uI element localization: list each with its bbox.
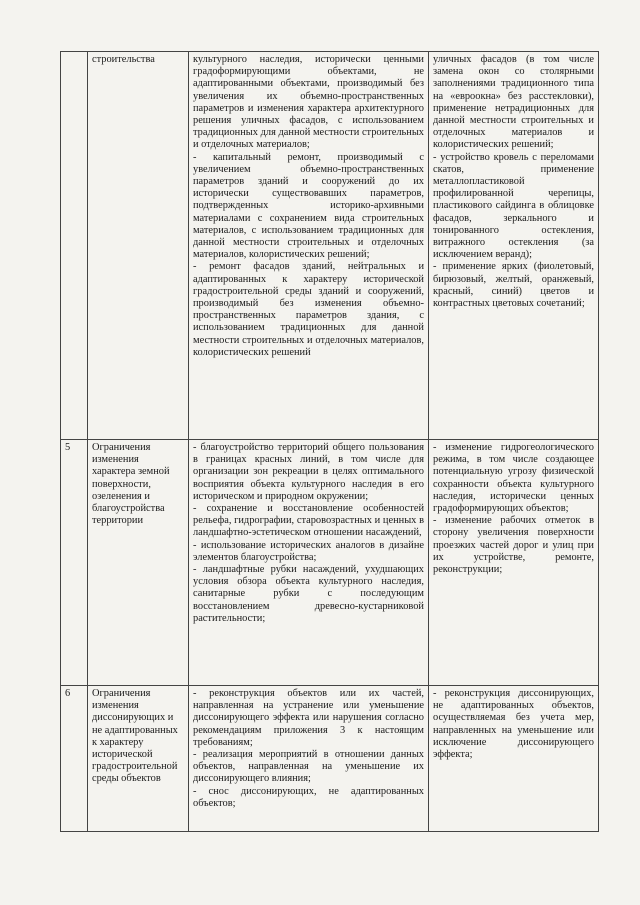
prohibited-item: - реконструкция диссонирующих, не адаптированных объектов, осуществляемая без учета мер, направленных на уменьшение или исключение диссонирующего эффекта; [433, 688, 594, 761]
allowed-item: - реконструкция объектов или их частей, направленная на устранение или уменьшение диссонирующего эффекта или нарушения согласно рекомендациям приложения 3 к настоящим требованиям; [193, 688, 424, 748]
prohibited-item: - применение ярких (фиолетовый, бирюзовый, желтый, оранжевый, красный, синий) цветов и контрастных цветовых сочетаний; [433, 261, 594, 310]
prohibited-item: - изменение гидрогеологического режима, в том числе создающее потенциальную угрозу физической сохранности объекта культурного наследия, исторически ценных градоформирующих объектов; [433, 442, 594, 515]
row-title: строительства [88, 52, 189, 440]
row-number: 5 [61, 440, 88, 686]
prohibited-cell [429, 52, 599, 440]
allowed-cell [189, 52, 429, 440]
table-row [61, 686, 599, 832]
row-title: Ограничения изменения диссонирующих и не адаптированных к характеру исторической градостроительной среды объектов [88, 686, 189, 832]
regulations-table [60, 51, 599, 832]
prohibited-item: - устройство кровель с переломами скатов, применение металлопластиковой профилированной черепицы, пластикового сайдинга в облицовке фасадов, зеркального и тонированного остекления, витражного остекления (за исключением веранд); [433, 151, 594, 261]
allowed-item: - сохранение и восстановление особенностей рельефа, гидрографии, старовозрастных и ценных в ландшафтно-эстетическом отношении насаждений, [193, 503, 424, 539]
table-row [61, 440, 599, 686]
prohibited-cell [429, 686, 599, 832]
allowed-item: - ремонт фасадов зданий, нейтральных и адаптированных к характеру исторической градостроительной среды зданий и сооружений, производимый без изменения объемно-пространственных параметров здания, с использованием традиционных для данной местности строительных и отделочных материалов, колористических решений [193, 261, 424, 358]
prohibited-item: - изменение рабочих отметок в сторону увеличения поверхности проезжих частей дорог и улиц при их устройстве, ремонте, реконструкции; [433, 515, 594, 576]
allowed-cell [189, 686, 429, 832]
allowed-cell [189, 440, 429, 686]
allowed-item: - реализация мероприятий в отношении данных объектов, направленная на уменьшение их диссонирующего влияния; [193, 749, 424, 785]
prohibited-cell [429, 440, 599, 686]
row-number: 6 [61, 686, 88, 832]
row-title: Ограничения изменения характера земной поверхности, озеленения и благоустройства территории [88, 440, 189, 686]
allowed-item: - снос диссонирующих, не адаптированных объектов; [193, 785, 424, 809]
row-number [61, 52, 88, 440]
allowed-item: - использование исторических аналогов в дизайне элементов благоустройства; [193, 539, 424, 563]
prohibited-item: уличных фасадов (в том числе замена окон со столярными заполнениями традиционного типа на «евроокна» без расстекловки), применение нетрадиционных для данной местности строительных и отделочных материалов и колористических решений; [433, 54, 594, 151]
allowed-item: - благоустройство территорий общего пользования в границах красных линий, в том числе для организации зон рекреации в целях оптимального восприятия объекта культурного наследия в его историческом и природном окружении; [193, 442, 424, 502]
allowed-item: - ландшафтные рубки насаждений, ухудшающих условия обзора объекта культурного наследия, санитарные рубки с последующим восстановлением древесно-кустарниковой растительности; [193, 564, 424, 624]
allowed-item: - капитальный ремонт, производимый с увеличением объемно-пространственных параметров зданий и сооружений до их исторически существовавших параметров, подтвержденных историко-архивными материалами с сохранением вида строительных материалов, с использованием традиционных для данной местности строительных и отделочных материалов, колористических решений; [193, 151, 424, 261]
table-row [61, 52, 599, 440]
allowed-item: культурного наследия, исторически ценными градоформирующими объектами, не адаптированными объектами, производимый без увеличения их объемно-пространственных параметров и изменения характера архитектурного решения уличных фасадов, с использованием традиционных для данной местности строительных и отделочных материалов; [193, 54, 424, 151]
